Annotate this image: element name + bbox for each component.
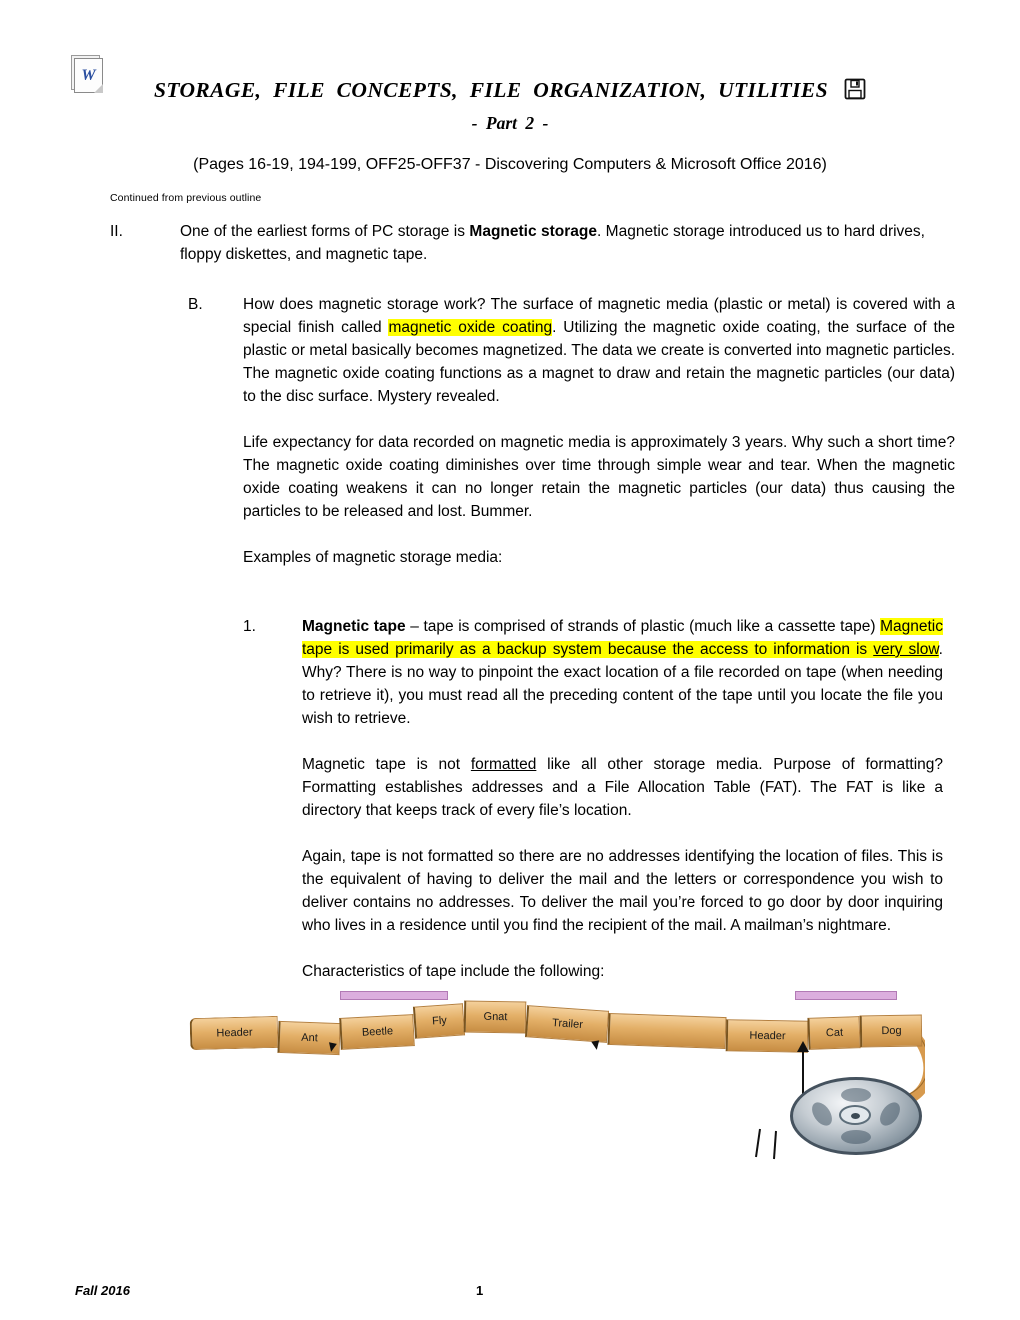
- bold-magnetic-tape: Magnetic tape: [302, 618, 406, 635]
- word-file-icon: [74, 58, 103, 93]
- bold-magnetic-storage: Magnetic storage: [469, 223, 597, 240]
- page-title: [55, 78, 965, 106]
- paragraph-magnetic-tape: [302, 615, 943, 730]
- tape-segment-label: Dog: [881, 1024, 902, 1038]
- tape-segment: [339, 1014, 415, 1050]
- tape-segment: [525, 1005, 609, 1043]
- reel-hub-hole: [851, 1113, 860, 1119]
- text-run: . Why? There is no way to pinpoint the exact location of a file recorded on tape (when needing to retrieve it), you must read all the preceding content of the tape until you locate the file you wish to retrieve.: [302, 641, 943, 727]
- floppy-disk-icon: [844, 78, 866, 106]
- outline-item-ii: [110, 220, 925, 266]
- paragraph-not-formatted: [302, 753, 943, 822]
- tape-segment-label: Beetle: [361, 1025, 394, 1039]
- highlight-magnetic-oxide-coating: magnetic oxide coating: [388, 319, 553, 336]
- paragraph-how-magnetic-works: [243, 293, 955, 408]
- tape-segment-label: Trailer: [551, 1016, 584, 1032]
- tape-segment: [413, 1003, 465, 1038]
- text-run: How does magnetic storage work? The surface of magnetic media (plastic or metal) is covered with a special finish called: [243, 296, 955, 336]
- reel-cutout: [841, 1130, 871, 1144]
- reel-cutout: [808, 1099, 836, 1129]
- source-reference: (Pages 16-19, 194-199, OFF25-OFF37 - Discovering Computers & Microsoft Office 2016): [193, 156, 827, 173]
- page-subtitle: - Part 2 -: [471, 113, 549, 133]
- tape-segment-label: Header: [216, 1026, 253, 1040]
- outline-label-b: B.: [188, 296, 203, 313]
- tape-segment: [726, 1019, 809, 1052]
- footer-term: Fall 2016: [75, 1283, 130, 1298]
- text-run: Magnetic tape is not: [302, 756, 471, 773]
- word-letter: W: [81, 66, 96, 84]
- continued-note: Continued from previous outline: [110, 192, 262, 204]
- paragraph-mail-analogy: Again, tape is not formatted so there are no addresses identifying the location of files. This is the equivalent of having to deliver the mail and the letters or correspondence you wish to deliver contains no addresses. To deliver the mail you’re forced to go door by door inquiring who lives in a residence until you find the recipient of the mail. A mailman’s nightmare.: [302, 848, 943, 934]
- paragraph-characteristics-intro: Characteristics of tape include the following:: [302, 963, 605, 980]
- outline-label-1: 1.: [243, 618, 256, 635]
- tape-segment: [190, 1016, 279, 1050]
- segment-marker-icon: [591, 1040, 600, 1050]
- outline-text-b: [243, 293, 955, 569]
- tape-ribbon: [190, 1005, 922, 1045]
- text-run: . Magnetic storage introduced us to hard drives, floppy diskettes, and magnetic tape.: [180, 223, 925, 263]
- tape-diagram-image: [190, 991, 925, 1161]
- tape-reel: [790, 1077, 922, 1155]
- paragraph-ii: [180, 220, 925, 266]
- tape-segment-label: Ant: [301, 1031, 318, 1045]
- tape-segment: [807, 1016, 860, 1050]
- underline-very-slow: very slow: [873, 641, 939, 658]
- text-run: – tape is comprised of strands of plastic (much like a cassette tape): [405, 618, 881, 635]
- text-run: Magnetic tape is used primarily as a backup system because the access to information is: [302, 618, 943, 658]
- footer-page-number: 1: [476, 1283, 484, 1298]
- outline-item-b: [188, 293, 955, 569]
- text-run: . Utilizing the magnetic oxide coating, the surface of the plastic or metal basically becomes magnetized. The data we create is converted into magnetic particles. The magnetic oxide coating functions as a magnet to draw and retain the magnetic particles (our data) to the disc surface. Mystery revealed.: [243, 319, 955, 405]
- reel-cutout: [841, 1088, 871, 1102]
- tape-segment: [464, 1000, 527, 1033]
- paragraph-life-expectancy: Life expectancy for data recorded on magnetic media is approximately 3 years. Why such a short time? The magnetic oxide coating diminishes over time through simple wear and tear. When the magnetic oxide coating weakens it can no longer retain the magnetic particles (our data) thus causing the particles to be released and lost. Bummer.: [243, 434, 955, 520]
- tape-segment-label: Cat: [825, 1026, 844, 1040]
- text-run: like all other storage media. Purpose of formatting? Formatting establishes addresses and a File Allocation Table (FAT). The FAT is like a directory that keeps track of every file’s location.: [302, 756, 944, 819]
- reel-cutout: [876, 1099, 904, 1129]
- outline-label-ii: II.: [110, 223, 123, 240]
- tape-segment: [860, 1014, 923, 1047]
- outline-text-1: [302, 615, 943, 983]
- underline-formatted: formatted: [470, 756, 537, 773]
- outline-item-1-magnetic-tape: [243, 615, 943, 983]
- paragraph-examples-intro: Examples of magnetic storage media:: [243, 549, 503, 566]
- outline-text-ii: [180, 220, 925, 266]
- text-run: One of the earliest forms of PC storage is: [180, 223, 470, 240]
- tape-segment-blank: [607, 1013, 726, 1049]
- tape-segment-label: Fly: [431, 1014, 448, 1028]
- page-title-text: STORAGE, FILE CONCEPTS, FILE ORGANIZATION, UTILITIES: [153, 78, 829, 102]
- tape-segment-label: Header: [749, 1029, 786, 1043]
- tape-segment-label: Gnat: [483, 1010, 508, 1024]
